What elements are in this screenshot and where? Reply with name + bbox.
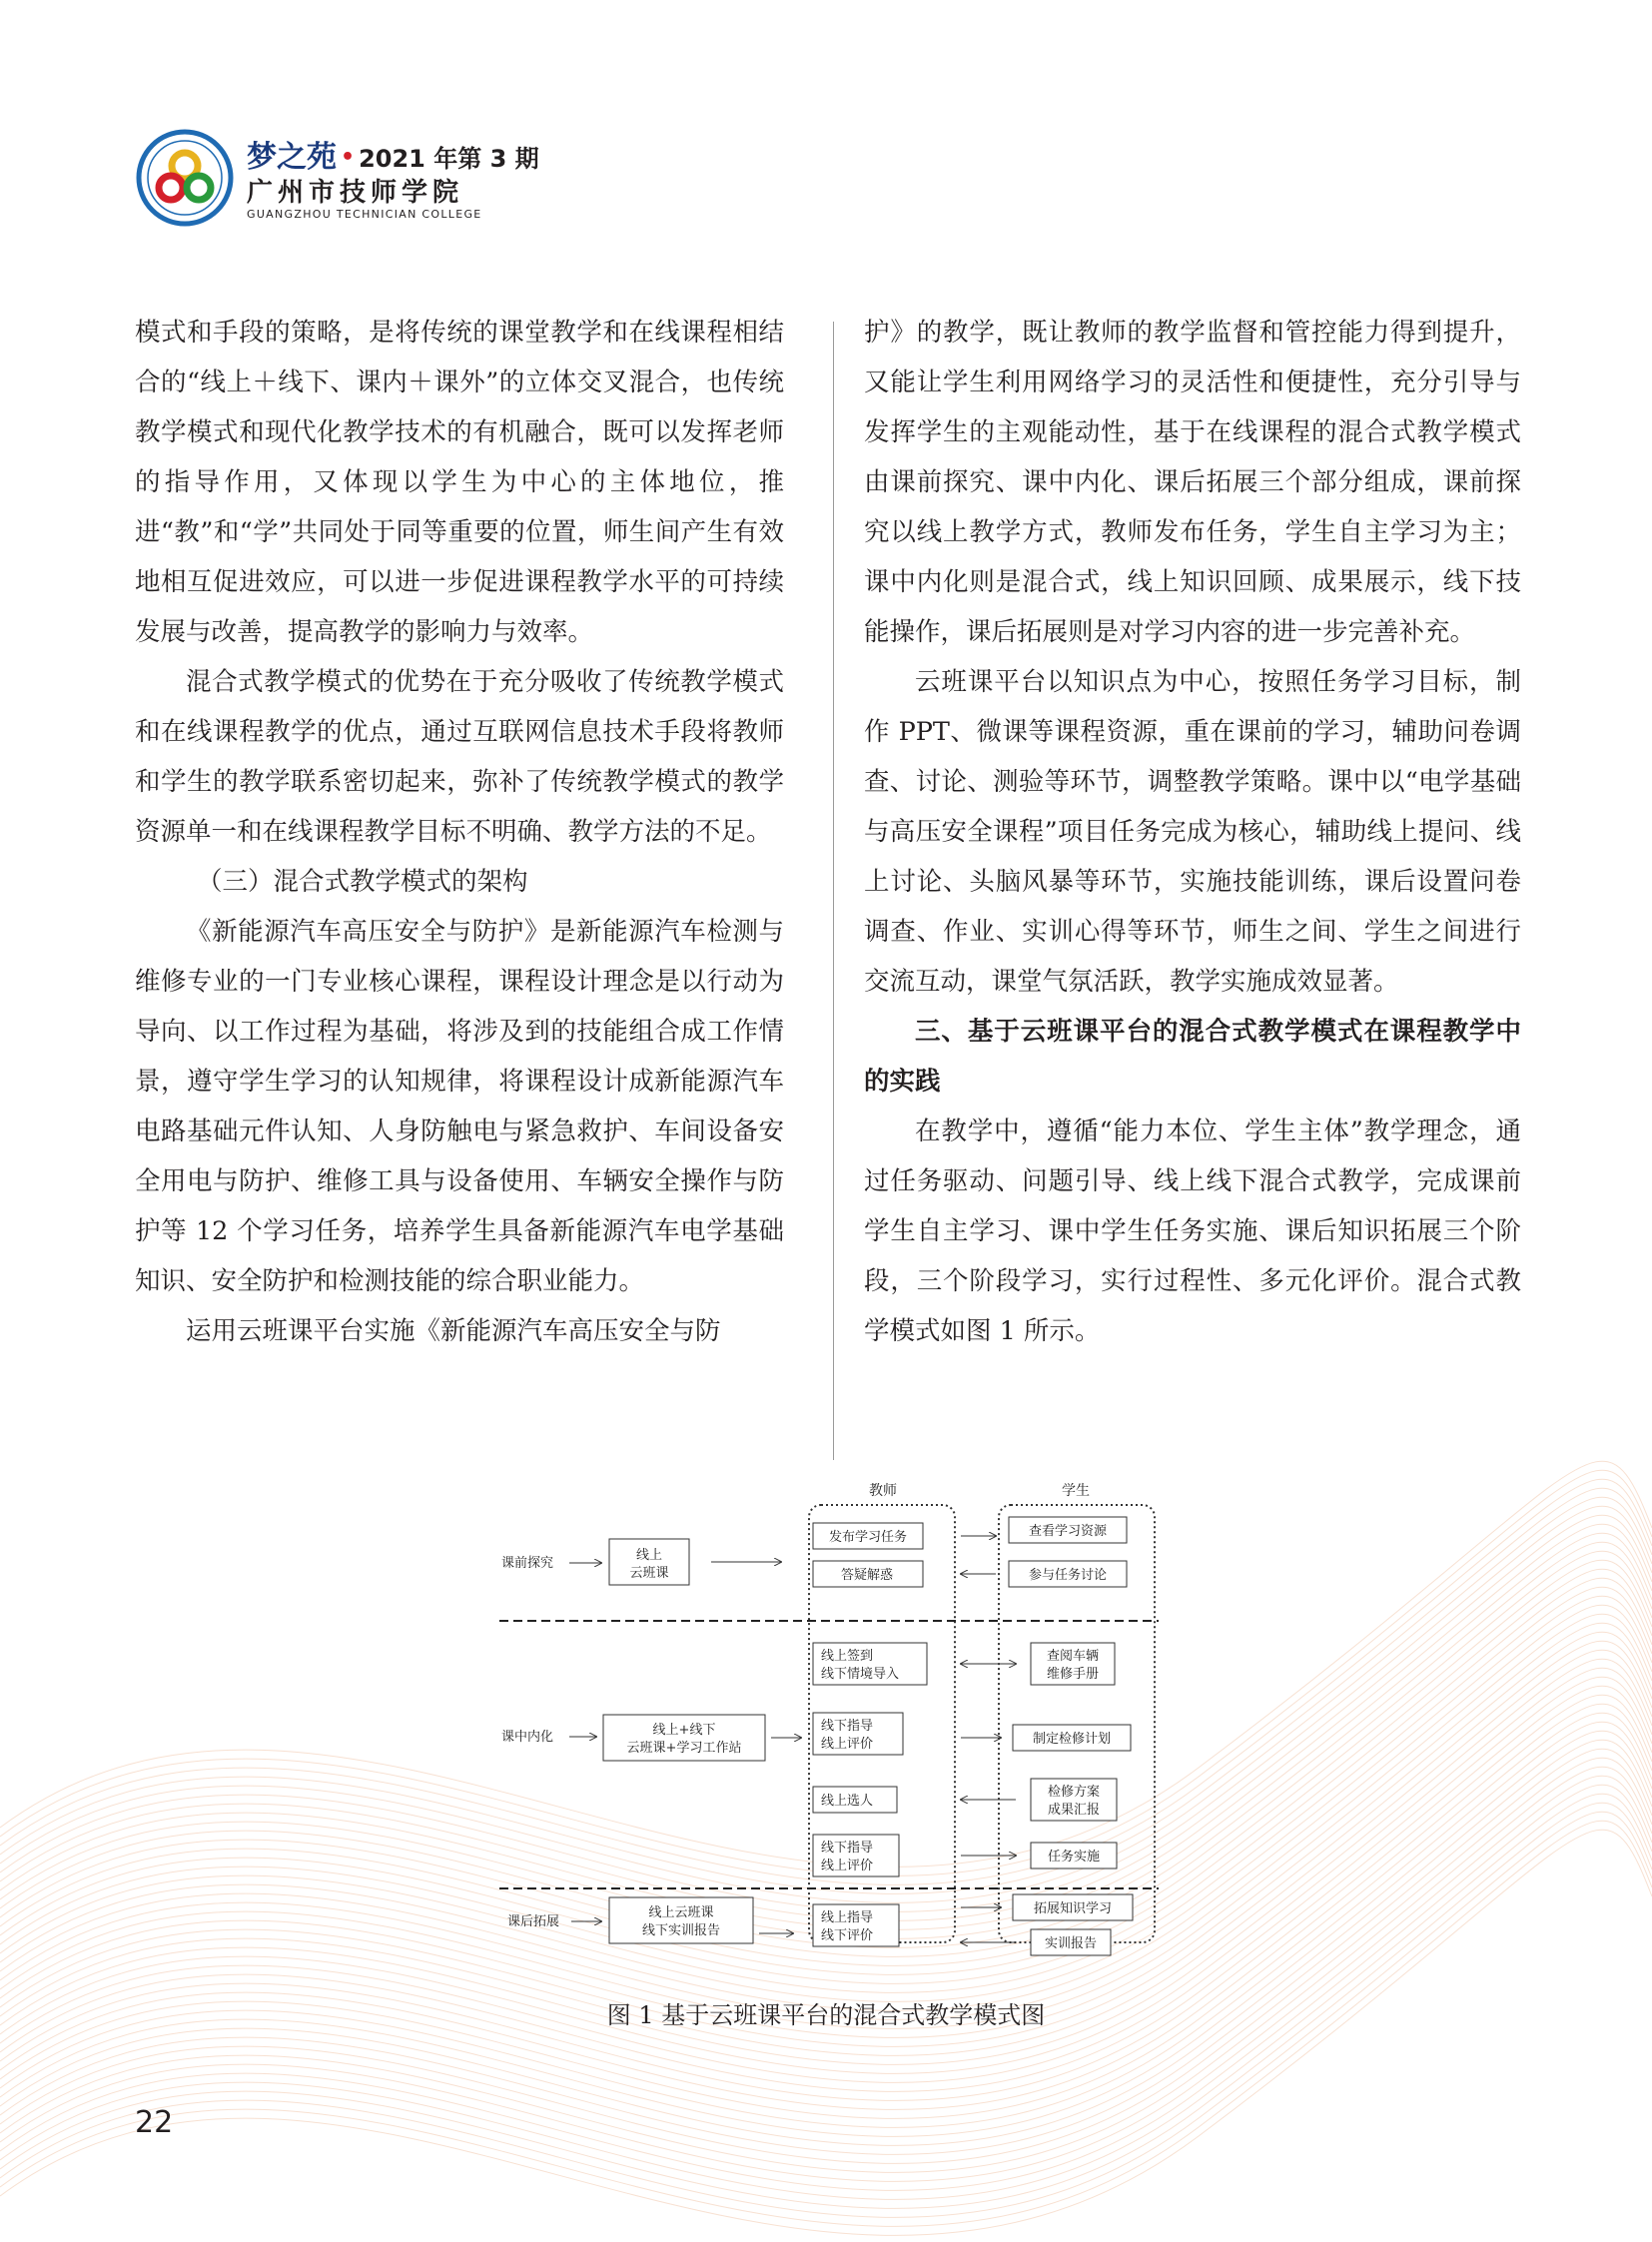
paragraph: 《新能源汽车高压安全与防护》是新能源汽车检测与维修专业的一门专业核心课程，课程设计理念是以行动为导向、以工作过程为基础，将涉及到的技能组合成工作情景，遵守学生学习的认知规律，将课程设计成新能源汽车电路基础元件认知、人身防触电与紧急救护、车间设备安全用电与防护、维修工具与设备使用、车辆安全操作与防护等 12 个学习任务，培养学生具备新能源汽车电学基础知识、安全防护和检测技能的综合职业能力。 [135,917,784,1296]
svg-text:线上评价: 线上评价 [821,1859,874,1873]
svg-text:云班课: 云班课 [629,1566,669,1581]
svg-text:制定检修计划: 制定检修计划 [1032,1732,1112,1747]
teacher-header: 教师 [869,1483,897,1499]
svg-text:线下实训报告: 线下实训报告 [641,1923,721,1938]
college-logo [135,128,235,228]
stage-label-post: 课后拓展 [507,1914,560,1929]
svg-text:线上签到: 线上签到 [821,1649,874,1664]
svg-text:答疑解惑: 答疑解惑 [841,1568,894,1583]
svg-text:维修手册: 维修手册 [1046,1667,1100,1682]
subheading: （三）混合式教学模式的架构 [197,867,528,897]
journal-header [135,128,734,228]
svg-text:云班课+学习工作站: 云班课+学习工作站 [626,1741,742,1756]
column-divider [833,322,834,1460]
issue-number: 2021 年第 3 期 [359,145,539,173]
paragraph: 云班课平台以知识点为中心，按照任务学习目标，制作 PPT、微课等课程资源，重在课前的学习，辅助问卷调查、讨论、测验等环节，调整教学策略。课中以“电学基础与高压安全课程”项目任务完成为核心，辅助线上提问、线上讨论、头脑风暴等环节，实施技能训练，课后设置问卷调查、作业、实训心得等环节，师生之间、学生之间进行交流互动，课堂气氛活跃，教学实施成效显著。 [864,667,1521,997]
school-name-english: GUANGZHOU TECHNICIAN COLLEGE [247,208,482,221]
svg-text:线上评价: 线上评价 [821,1737,874,1752]
svg-text:查看学习资源: 查看学习资源 [1028,1524,1108,1539]
svg-text:参与任务讨论: 参与任务讨论 [1028,1568,1108,1583]
svg-text:查阅车辆: 查阅车辆 [1046,1649,1100,1664]
right-column [864,308,1521,1356]
svg-text:线上+线下: 线上+线下 [652,1723,716,1738]
svg-text:线上: 线上 [635,1548,663,1563]
section-heading: 三、基于云班课平台的混合式教学模式在课程教学中的实践 [864,1017,1521,1097]
svg-text:实训报告: 实训报告 [1044,1936,1098,1951]
page-number: 22 [135,2105,174,2140]
journal-title: 梦之苑 • 2021 年第 3 期 [247,140,539,175]
svg-text:线上指导: 线上指导 [821,1910,874,1925]
svg-text:线上选人: 线上选人 [821,1794,874,1809]
svg-text:成果汇报: 成果汇报 [1047,1803,1101,1818]
svg-text:线上云班课: 线上云班课 [648,1905,714,1920]
student-header: 学生 [1062,1483,1090,1499]
paragraph: 运用云班课平台实施《新能源汽车高压安全与防 [186,1316,721,1346]
svg-text:线下评价: 线下评价 [821,1928,874,1943]
blended-teaching-diagram [491,1473,1191,1982]
paragraph: 护》的教学，既让教师的教学监督和管控能力得到提升，又能让学生利用网络学习的灵活性和便捷性，充分引导与发挥学生的主观能动性，基于在线课程的混合式教学模式由课前探究、课中内化、课后拓展三个部分组成，课前探究以线上教学方式，教师发布任务，学生自主学习为主；课中内化则是混合式，线上知识回顾、成果展示，线下技能操作，课后拓展则是对学习内容的进一步完善补充。 [864,318,1521,647]
paragraph: 在教学中，遵循“能力本位、学生主体”教学理念，通过任务驱动、问题引导、线上线下混合式教学，完成课前学生自主学习、课中学生任务实施、课后知识拓展三个阶段，三个阶段学习，实行过程性、多元化评价。混合式教学模式如图 1 所示。 [864,1117,1521,1346]
svg-text:线下指导: 线下指导 [821,1719,874,1734]
left-column [135,308,784,1356]
svg-text:任务实施: 任务实施 [1047,1850,1101,1865]
figure-caption: 图 1 基于云班课平台的混合式教学模式图 [606,2001,1046,2029]
svg-text:发布学习任务: 发布学习任务 [828,1530,908,1545]
svg-text:线下情境导入: 线下情境导入 [821,1667,900,1682]
stage-label-mid: 课中内化 [501,1730,554,1745]
svg-text:拓展知识学习: 拓展知识学习 [1033,1901,1113,1916]
paragraph: 模式和手段的策略，是将传统的课堂教学和在线课程相结合的“线上＋线下、课内＋课外”的立体交叉混合，也传统教学模式和现代化教学技术的有机融合，既可以发挥老师的指导作用，又体现以学生为中心的主体地位，推进“教”和“学”共同处于同等重要的位置，师生间产生有效地相互促进效应，可以进一步促进课程教学水平的可持续发展与改善，提高教学的影响力与效率。 [135,318,784,647]
school-name: 广州市技师学院 [247,178,464,208]
paragraph: 混合式教学模式的优势在于充分吸收了传统教学模式和在线课程教学的优点，通过互联网信息技术手段将教师和学生的教学联系密切起来，弥补了传统教学模式的教学资源单一和在线课程教学目标不明确、教学方法的不足。 [135,667,784,847]
svg-text:线下指导: 线下指导 [821,1841,874,1856]
stage-label-pre: 课前探究 [501,1556,554,1571]
svg-text:检修方案: 检修方案 [1047,1785,1101,1800]
